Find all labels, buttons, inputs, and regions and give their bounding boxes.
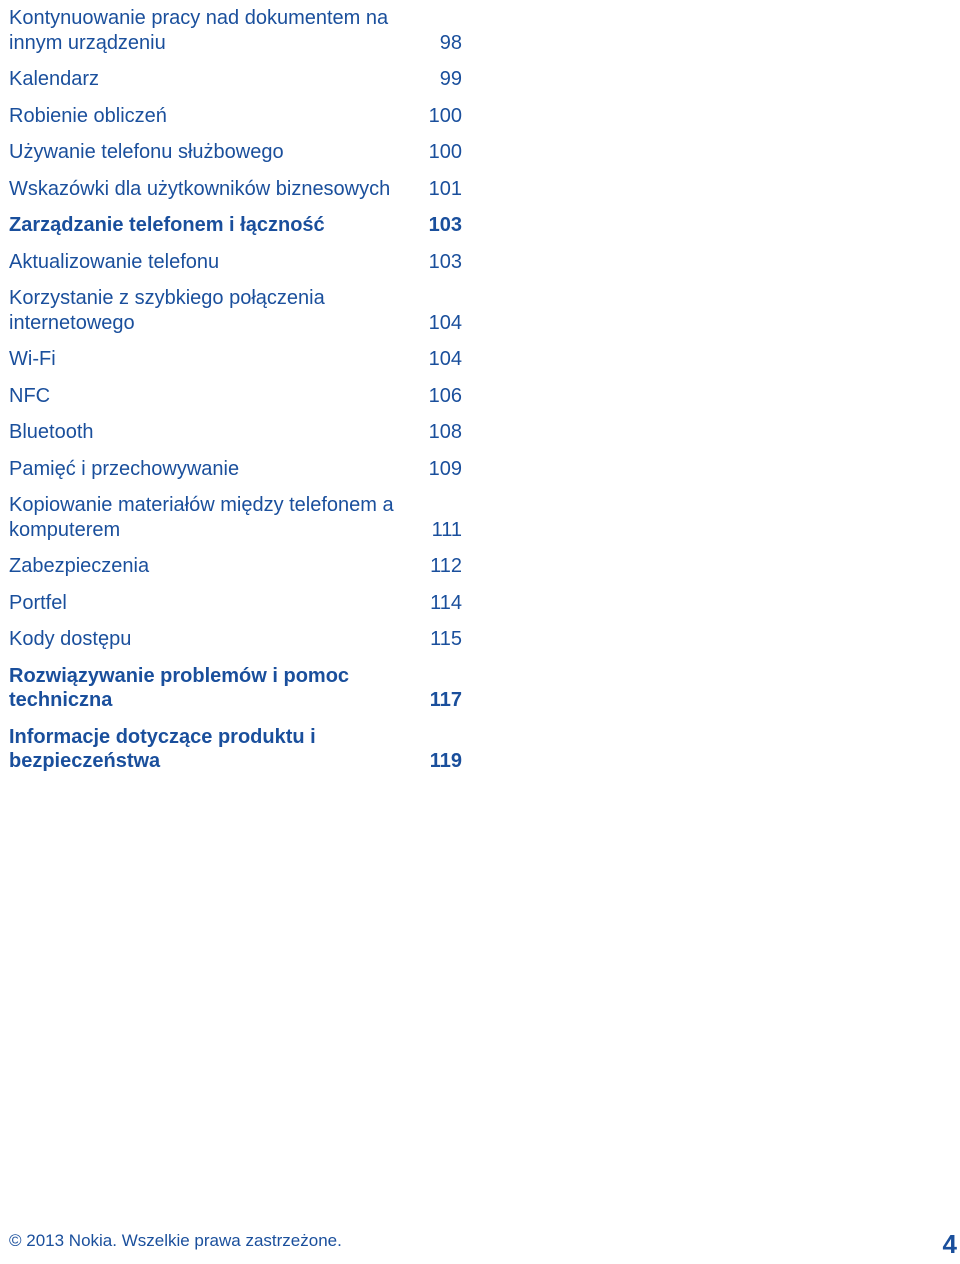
toc-entry-title: Portfel <box>9 591 67 614</box>
toc-entry-title: Rozwiązywanie problemów i pomoc techniczna <box>9 664 350 711</box>
toc-entry-page: 100 <box>428 141 462 163</box>
toc-entry[interactable] <box>9 177 462 202</box>
toc-entry-page: 114 <box>430 591 462 614</box>
toc-entry-page: 108 <box>428 421 462 443</box>
toc-entry-title: Zarządzanie telefonem i łączność <box>9 214 325 236</box>
toc-entry[interactable] <box>9 6 462 55</box>
toc-entry-page: 104 <box>428 348 462 370</box>
toc-entry[interactable] <box>9 457 462 482</box>
toc-entry-title: Korzystanie z szybkiego połączenia internetowego <box>9 287 325 334</box>
toc-entry[interactable] <box>9 104 462 129</box>
toc-entry-page: 111 <box>431 518 462 541</box>
toc-entry-page: 112 <box>430 555 462 577</box>
toc-entry[interactable] <box>9 347 462 372</box>
toc-entry-title: NFC <box>9 384 51 407</box>
toc-entry-title: Informacje dotyczące produktu i bezpieczeństwa <box>9 725 316 772</box>
toc-entry-page: 104 <box>428 311 462 334</box>
toc-entry-page: 119 <box>429 750 462 772</box>
toc-entry-page: 98 <box>439 31 462 54</box>
toc-entry-page: 109 <box>428 457 462 480</box>
toc-entry-title: Kopiowanie materiałów między telefonem a komputerem <box>9 494 394 541</box>
toc-entry-page: 115 <box>430 628 462 650</box>
toc-entry-title: Kontynuowanie pracy nad dokumentem na innym urządzeniu <box>9 7 389 54</box>
table-of-contents <box>9 6 462 786</box>
toc-section-heading[interactable] <box>9 213 462 238</box>
toc-section-heading[interactable] <box>9 725 462 774</box>
toc-entry[interactable] <box>9 67 462 92</box>
toc-entry-title: Wskazówki dla użytkowników biznesowych <box>9 177 391 200</box>
toc-entry-title: Kody dostępu <box>9 628 132 650</box>
toc-entry-page: 99 <box>439 68 462 90</box>
toc-entry-page: 101 <box>428 177 462 200</box>
toc-entry-page: 103 <box>428 250 462 273</box>
toc-entry-page: 100 <box>428 104 462 127</box>
toc-entry[interactable] <box>9 493 462 542</box>
toc-entry[interactable] <box>9 420 462 445</box>
toc-entry-title: Robienie obliczeń <box>9 104 167 127</box>
toc-entry[interactable] <box>9 591 462 616</box>
toc-entry-title: Kalendarz <box>9 68 100 90</box>
toc-entry-title: Wi-Fi <box>9 348 56 370</box>
toc-entry-title: Aktualizowanie telefonu <box>9 250 220 273</box>
toc-entry[interactable] <box>9 250 462 275</box>
toc-entry-title: Zabezpieczenia <box>9 555 150 577</box>
copyright-notice: © 2013 Nokia. Wszelkie prawa zastrzeżone. <box>9 1231 342 1250</box>
toc-entry[interactable] <box>9 140 462 165</box>
toc-entry-title: Pamięć i przechowywanie <box>9 457 240 480</box>
toc-entry-page: 106 <box>428 384 462 407</box>
toc-entry-title: Bluetooth <box>9 421 94 443</box>
toc-entry[interactable] <box>9 286 462 335</box>
toc-entry[interactable] <box>9 554 462 579</box>
toc-entry-page: 103 <box>428 214 462 236</box>
toc-section-heading[interactable] <box>9 664 462 713</box>
page-footer <box>9 1229 959 1259</box>
page-number: 4 <box>942 1229 957 1259</box>
toc-entry[interactable] <box>9 627 462 652</box>
toc-entry[interactable] <box>9 384 462 409</box>
toc-entry-title: Używanie telefonu służbowego <box>9 141 284 163</box>
toc-entry-page: 117 <box>429 689 462 711</box>
